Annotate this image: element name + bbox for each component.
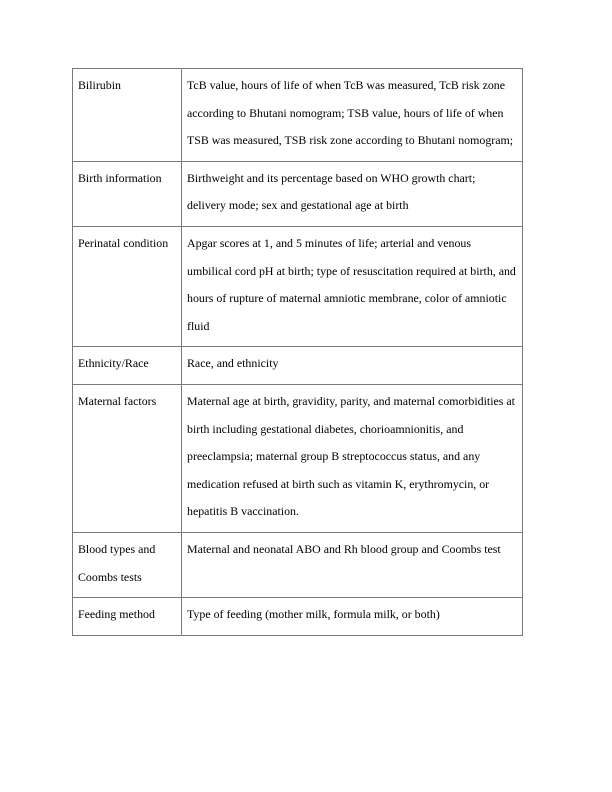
table-row [73,69,523,162]
variable-label: Maternal factors [78,393,157,408]
table-row [73,598,523,636]
table-row [73,532,523,597]
variable-label: Birth information [78,170,162,185]
variable-cell [73,598,182,636]
variables-table [72,68,523,636]
variable-label: Feeding method [78,607,155,622]
description-cell [182,69,523,162]
description-text: Type of feeding (mother milk, formula milk, or both) [187,607,440,622]
description-text: Birthweight and its percentage based on WHO growth chart; delivery mode; sex and gestational age at birth [187,170,476,213]
table-row [73,226,523,346]
variable-label: Ethnicity/Race [78,356,149,371]
variable-cell [73,161,182,226]
description-cell [182,161,523,226]
variable-cell [73,347,182,385]
description-cell [182,532,523,597]
table-body [73,69,523,636]
variable-label: Perinatal condition [78,235,169,250]
variable-label: Bilirubin [78,78,121,92]
variable-cell [73,69,182,162]
table-row [73,161,523,226]
description-text: Maternal and neonatal ABO and Rh blood group and Coombs test [187,541,501,556]
description-cell [182,598,523,636]
table-row [73,347,523,385]
variable-cell [73,384,182,532]
description-cell [182,347,523,385]
description-text: Maternal age at birth, gravidity, parity, and maternal comorbidities at birth including gestational diabetes, chorioamnionitis, and preeclampsia; maternal group B streptococcus status, and any medication refused at birth such as vitamin K, erythromycin, or hepatitis B vaccination. [187,393,515,519]
variable-cell [73,226,182,346]
description-text: TcB value, hours of life of when TcB was measured, TcB risk zone according to Bhutani nomogram; TSB value, hours of life of when TSB was measured, TSB risk zone according to Bhutani nomogram; [187,78,514,148]
variable-label: Blood types and Coombs tests [78,541,156,584]
table-row [73,384,523,532]
description-text: Race, and ethnicity [187,356,279,371]
description-cell [182,384,523,532]
description-text: Apgar scores at 1, and 5 minutes of life; arterial and venous umbilical cord pH at birth; type of resuscitation required at birth, and hours of rupture of maternal amniotic membrane, color of amniotic fluid [187,235,516,333]
variable-cell [73,532,182,597]
description-cell [182,226,523,346]
